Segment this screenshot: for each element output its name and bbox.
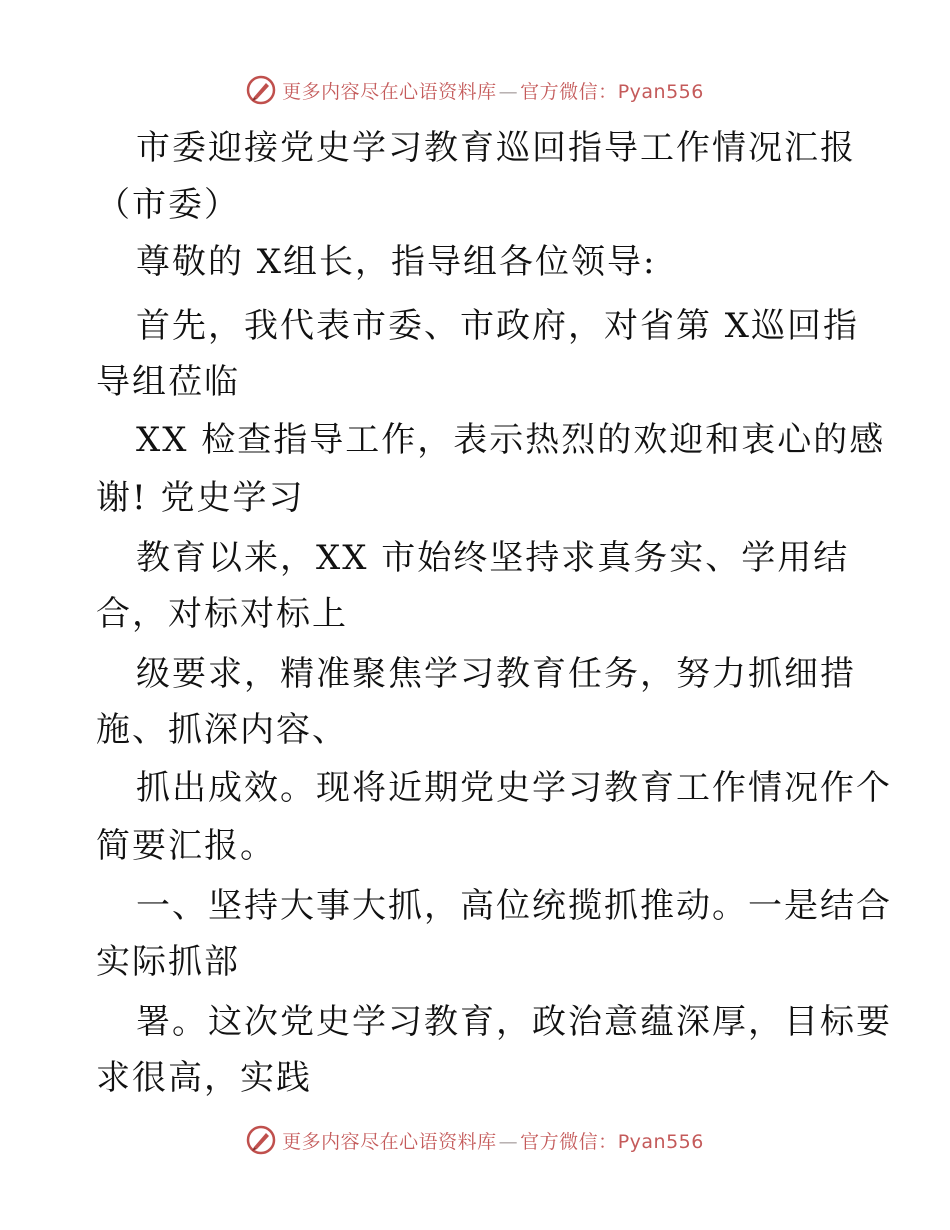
header-watermark-banner — [0, 70, 950, 110]
pen-logo-icon — [246, 1125, 276, 1155]
paragraph-line: 署。这次党史学习教育，政治意蕴深厚，目标要 — [136, 1002, 892, 1042]
paragraph-line: 实际抓部 — [96, 942, 240, 982]
section-heading-line: 一、坚持大事大抓，高位统揽抓推动。一是结合 — [136, 886, 892, 926]
banner-handle: Pyan556 — [617, 1130, 704, 1153]
banner-official-label: 官方微信： — [520, 80, 618, 103]
paragraph-line: 简要汇报。 — [96, 826, 276, 866]
paragraph-line: 合，对标对标上 — [96, 594, 348, 634]
paragraph-line: 级要求，精准聚焦学习教育任务，努力抓细措 — [136, 654, 856, 694]
paragraph-line: 首先，我代表市委、市政府，对省第 X巡回指 — [136, 306, 860, 346]
banner-text — [282, 77, 704, 104]
paragraph-line: 求很高，实践 — [96, 1058, 312, 1098]
paragraph-line: 导组莅临 — [96, 362, 240, 402]
paragraph-line: 抓出成效。现将近期党史学习教育工作情况作个 — [136, 768, 892, 808]
paragraph-line: 教育以来，XX 市始终坚持求真务实、学用结 — [136, 538, 850, 578]
banner-separator: — — [498, 80, 519, 103]
banner-handle: Pyan556 — [617, 80, 704, 103]
document-subtitle: （市委） — [96, 185, 240, 225]
banner-separator: — — [498, 1130, 519, 1153]
banner-official-label: 官方微信： — [520, 1130, 618, 1153]
footer-watermark-banner — [0, 1120, 950, 1160]
banner-main-text: 更多内容尽在心语资料库 — [282, 1130, 497, 1153]
banner-main-text: 更多内容尽在心语资料库 — [282, 80, 497, 103]
pen-logo-icon — [246, 75, 276, 105]
salutation-line: 尊敬的 X组长，指导组各位领导: — [136, 242, 657, 282]
banner-text — [282, 1127, 704, 1154]
document-title: 市委迎接党史学习教育巡回指导工作情况汇报 — [136, 128, 856, 168]
paragraph-line: 谢! 党史学习 — [96, 478, 305, 518]
paragraph-line: XX 检查指导工作，表示热烈的欢迎和衷心的感 — [136, 420, 886, 460]
paragraph-line: 施、抓深内容、 — [96, 710, 348, 750]
